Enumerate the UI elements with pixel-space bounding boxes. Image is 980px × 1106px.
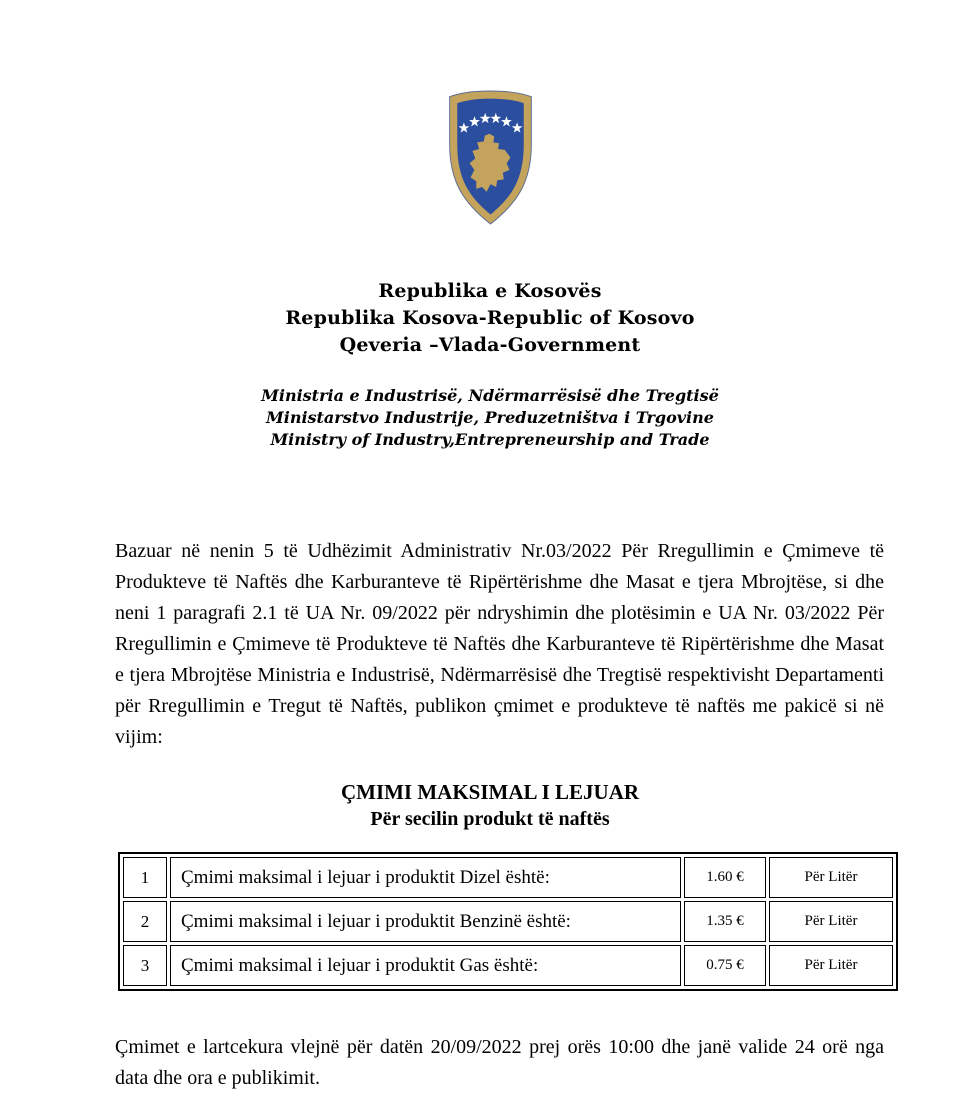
price-table <box>118 852 898 991</box>
ministry-line-en: Ministry of Industry,Entrepreneurship and Trade <box>270 430 710 449</box>
row-price: 1.60 € <box>684 857 766 898</box>
row-number: 3 <box>123 945 167 986</box>
header-line-republika-sq: Republika e Kosovës <box>378 280 602 302</box>
ministry-header <box>0 385 980 451</box>
row-description: Çmimi maksimal i lejuar i produktit Gas është: <box>170 945 681 986</box>
row-description: Çmimi maksimal i lejuar i produktit Dizel është: <box>170 857 681 898</box>
table-row <box>123 945 893 986</box>
row-description: Çmimi maksimal i lejuar i produktit Benzinë është: <box>170 901 681 942</box>
row-price: 1.35 € <box>684 901 766 942</box>
table-row <box>123 857 893 898</box>
emblem-container <box>0 0 980 233</box>
title-main: ÇMIMI MAKSIMAL I LEJUAR <box>340 780 640 804</box>
header-line-government: Qeveria –Vlada-Government <box>339 334 641 356</box>
validity-paragraph: Çmimet e lartcekura vlejnë për datën 20/09/2022 prej orës 10:00 dhe janë valide 24 orë nga data dhe ora e publikimit. <box>115 1036 884 1089</box>
row-unit: Për Litër <box>769 857 893 898</box>
kosovo-coat-of-arms-icon <box>443 88 538 228</box>
ministry-line-sr: Ministarstvo Industrije, Preduzetništva i Trgovine <box>266 408 714 427</box>
government-header <box>0 278 980 359</box>
title-subtitle: Për secilin produkt të naftës <box>370 808 610 830</box>
row-number: 1 <box>123 857 167 898</box>
row-price: 0.75 € <box>684 945 766 986</box>
row-unit: Për Litër <box>769 901 893 942</box>
row-number: 2 <box>123 901 167 942</box>
ministry-line-sq: Ministria e Industrisë, Ndërmarrësisë dhe Tregtisë <box>261 386 719 405</box>
legal-basis-paragraph: Bazuar në nenin 5 të Udhëzimit Administrativ Nr.03/2022 Për Rregullimin e Çmimeve të Produkteve të Naftës dhe Karburanteve të Ripërtërishme dhe Masat e tjera Mbrojtëse, si dhe neni 1 paragrafi 2.1 të UA Nr. 09/2022 për ndryshimin dhe plotësimin e UA Nr. 03/2022 Për Rregullimin e Çmimeve të Produkteve të Naftës dhe Karburanteve të Ripërtërishme dhe Masat e tjera Mbrojtëse Ministria e Industrisë, Ndërmarrësisë dhe Tregtisë respektivisht Departamenti për Rregullimin e Tregut të Naftës, publikon çmimet e produkteve të naftës me pakicë si në vijim: <box>115 540 884 748</box>
document-title <box>0 778 980 833</box>
header-line-republika-multi: Republika Kosova-Republic of Kosovo <box>285 307 695 329</box>
table-row <box>123 901 893 942</box>
row-unit: Për Litër <box>769 945 893 986</box>
